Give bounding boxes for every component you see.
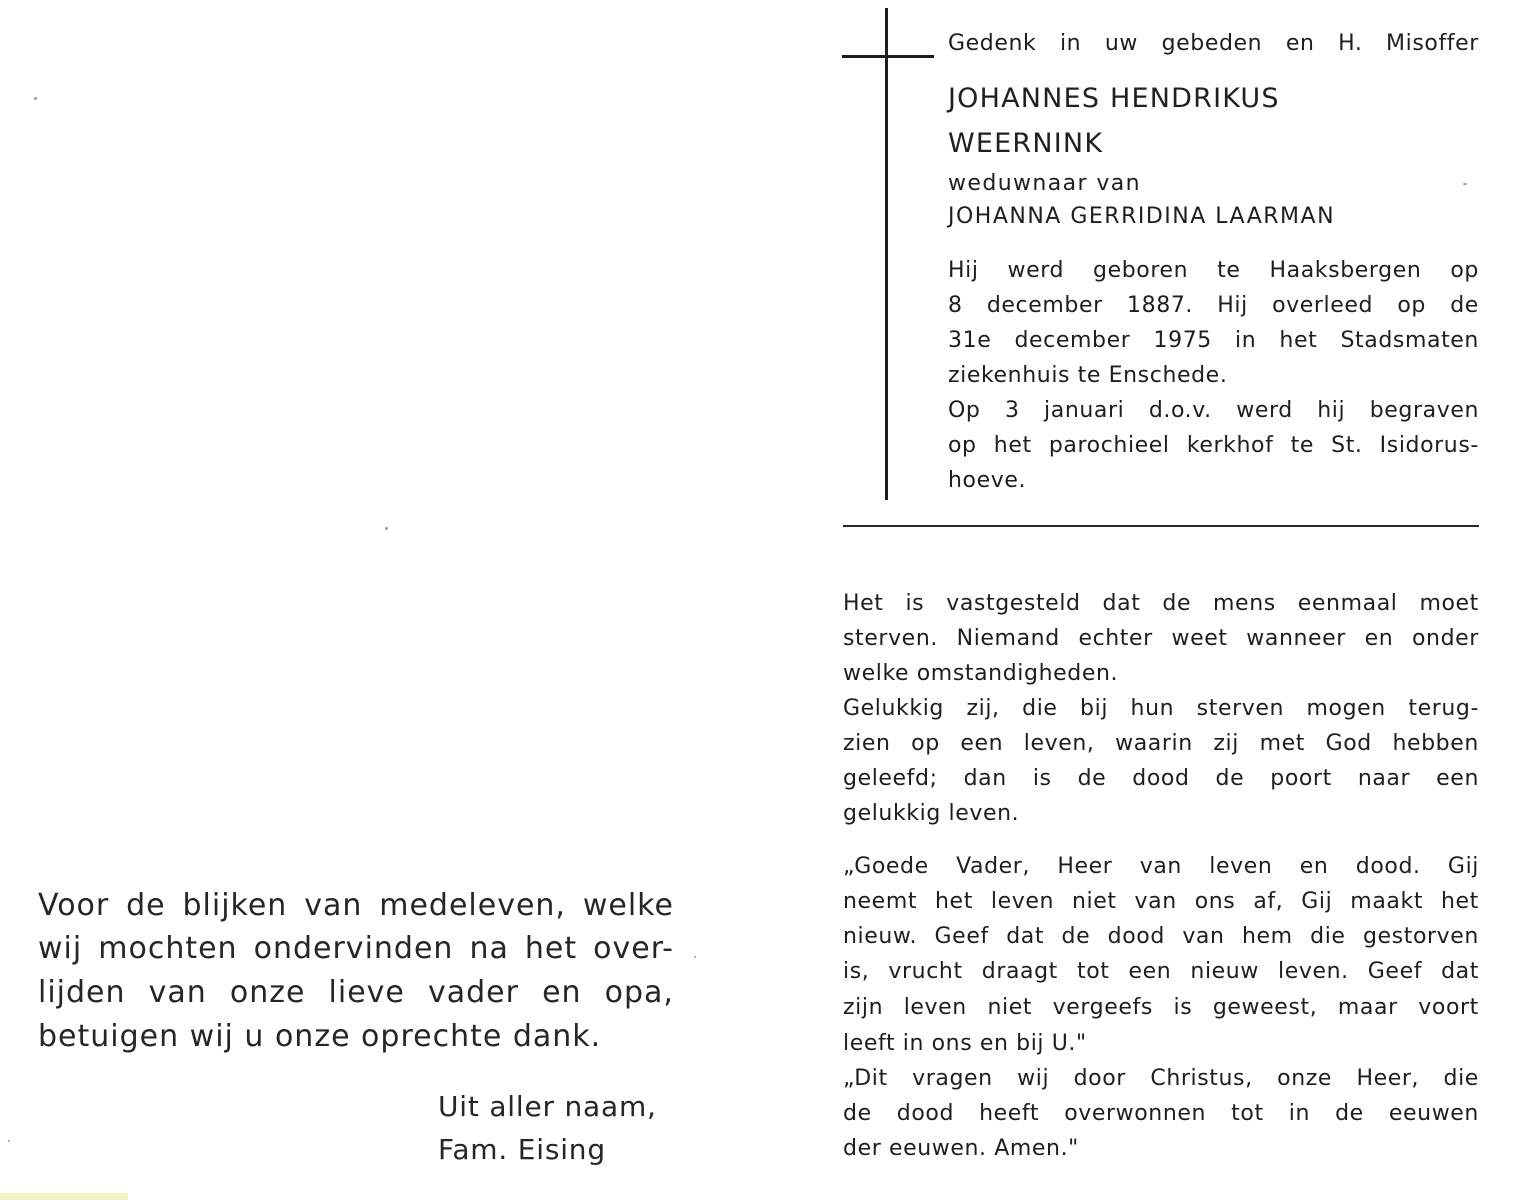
- meditation-line: welke omstandigheden.: [843, 661, 1119, 686]
- bio-line: hoeve.: [948, 468, 1027, 493]
- thanks-line: wij mochten ondervinden na het over-: [38, 931, 674, 966]
- thanks-line: Voor de blijken van medeleven, welke: [38, 888, 674, 923]
- paper-speck: [34, 97, 37, 100]
- paper-speck: [385, 527, 388, 530]
- meditation-line: sterven. Niemand echter weet wanneer en onder: [843, 626, 1479, 651]
- bio-line: ziekenhuis te Enschede.: [948, 363, 1228, 388]
- closing-phrase: Uit aller naam,: [438, 1090, 657, 1123]
- deceased-name-line-1: JOHANNES HENDRIKUS: [948, 83, 1280, 114]
- bio-line: Op 3 januari d.o.v. werd hij begraven: [948, 398, 1479, 423]
- cross-vertical-bar: [885, 8, 888, 500]
- meditation-line: zien op een leven, waarin zij met God hebben: [843, 731, 1479, 756]
- bio-line: 31e december 1975 in het Stadsmaten: [948, 328, 1479, 353]
- meditation-line: gelukkig leven.: [843, 801, 1020, 826]
- thanks-line: lijden van onze lieve vader en opa,: [38, 975, 674, 1010]
- prayer-line: de dood heeft overwonnen tot in de eeuwen: [843, 1101, 1479, 1126]
- prayer-line: der eeuwen. Amen.": [843, 1136, 1079, 1161]
- thanks-line: betuigen wij u onze oprechte dank.: [38, 1019, 602, 1054]
- prayer-line: is, vrucht draagt tot een nieuw leven. Geef dat: [843, 959, 1479, 984]
- prayer-line: neemt het leven niet van ons af, Gij maakt het: [843, 889, 1479, 914]
- prayer-line: „Dit vragen wij door Christus, onze Heer, die: [843, 1066, 1479, 1091]
- prayer-line: leeft in ons en bij U.": [843, 1031, 1087, 1056]
- prayer-line: „Goede Vader, Heer van leven en dood. Gij: [843, 854, 1479, 879]
- paper-speck: [1463, 183, 1467, 185]
- paper-speck: [694, 956, 696, 958]
- tape-strip: [0, 1193, 128, 1200]
- bio-line: 8 december 1887. Hij overleed op de: [948, 293, 1479, 318]
- relation-label: weduwnaar van: [948, 171, 1142, 196]
- paper-speck: [8, 1140, 10, 1142]
- meditation-line: geleefd; dan is de dood de poort naar een: [843, 766, 1479, 791]
- memorial-header: Gedenk in uw gebeden en H. Misoffer: [948, 31, 1479, 56]
- bio-line: op het parochieel kerkhof te St. Isidorus-: [948, 433, 1479, 458]
- family-signature: Fam. Eising: [438, 1133, 606, 1166]
- meditation-line: Het is vastgesteld dat de mens eenmaal moet: [843, 591, 1479, 616]
- deceased-name-line-2: WEERNINK: [948, 128, 1104, 159]
- spouse-name: JOHANNA GERRIDINA LAARMAN: [948, 204, 1336, 229]
- cross-horizontal-bar: [842, 55, 934, 58]
- prayer-line: nieuw. Geef dat de dood van hem die gestorven: [843, 924, 1479, 949]
- divider-rule: [843, 525, 1479, 527]
- prayer-line: zijn leven niet vergeefs is geweest, maar voort: [843, 995, 1479, 1020]
- bio-line: Hij werd geboren te Haaksbergen op: [948, 258, 1479, 283]
- meditation-line: Gelukkig zij, die bij hun sterven mogen terug-: [843, 696, 1479, 721]
